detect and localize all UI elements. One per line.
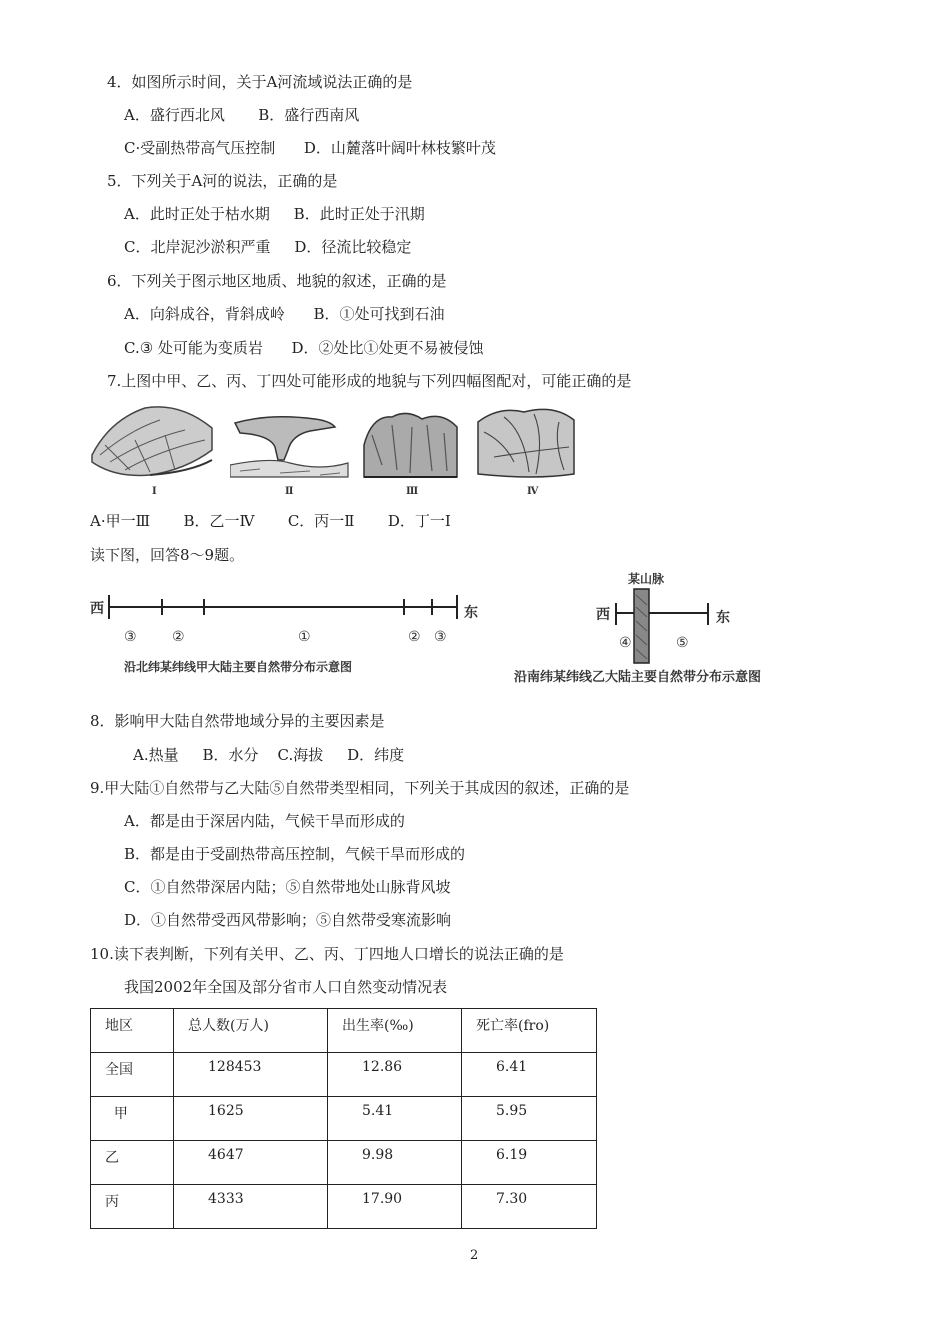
diagram-b-west-label: 西 [596, 607, 610, 623]
table-header: 出生率(‰) [328, 1009, 462, 1053]
diagram-a-zone: ② [408, 629, 421, 645]
table-cell: 17.90 [328, 1185, 462, 1229]
landform-sketch-3 [362, 405, 460, 483]
table-cell: 6.41 [462, 1053, 597, 1097]
q5-options-1: A．此时正处于枯水期 B．此时正处于汛期 [124, 205, 425, 223]
diagram-a-zone: ③ [434, 629, 447, 645]
q9-option-d: D．①自然带受西风带影响；⑤自然带受寒流影响 [124, 911, 452, 929]
diagram-a-transect [105, 592, 460, 622]
table-header: 死亡率(fro) [462, 1009, 597, 1053]
diagram-b-transect [612, 585, 712, 675]
sketch-label-4: Ⅳ [527, 486, 539, 497]
page-number: 2 [470, 1248, 479, 1263]
table-cell: 5.41 [328, 1097, 462, 1141]
landform-sketch-1 [90, 400, 215, 482]
diagram-b-east-label: 东 [716, 610, 730, 626]
table-cell: 全国 [91, 1053, 174, 1097]
sketch-label-1: Ⅰ [152, 486, 157, 497]
table-row [91, 1141, 597, 1185]
q4-stem: 4．如图所示时间，关于A河流域说法正确的是 [107, 73, 413, 91]
table-cell: 5.95 [462, 1097, 597, 1141]
q10-stem: 10.读下表判断，下列有关甲、乙、丙、丁四地人口增长的说法正确的是 [90, 945, 564, 963]
table-row [91, 1097, 597, 1141]
read-prompt: 读下图，回答8～9题。 [90, 546, 245, 564]
q6-options-2: C.③ 处可能为变质岩 D．②处比①处更不易被侵蚀 [124, 339, 484, 357]
landform-sketch-2 [230, 405, 350, 483]
table-cell: 12.86 [328, 1053, 462, 1097]
q4-options-2: C·受副热带高气压控制 D．山麓落叶阔叶林枝繁叶茂 [124, 139, 496, 157]
diagram-a-zone: ③ [124, 629, 137, 645]
table-title: 我国2002年全国及部分省市人口自然变动情况表 [124, 978, 448, 996]
q5-stem: 5．下列关于A河的说法，正确的是 [107, 172, 338, 190]
diagram-a-west-label: 西 [90, 601, 104, 617]
diagram-a-zone: ② [172, 629, 185, 645]
table-cell: 甲 [91, 1097, 174, 1141]
table-cell: 4333 [174, 1185, 328, 1229]
q5-options-2: C．北岸泥沙淤积严重 D．径流比较稳定 [124, 238, 412, 256]
sketch-label-3: Ⅲ [406, 486, 419, 497]
table-row [91, 1053, 597, 1097]
diagram-a-east-label: 东 [464, 605, 478, 621]
q9-stem: 9.甲大陆①自然带与乙大陆⑤自然带类型相同，下列关于其成因的叙述，正确的是 [90, 779, 630, 797]
table-cell: 7.30 [462, 1185, 597, 1229]
q9-option-b: B．都是由于受副热带高压控制，气候干旱而形成的 [124, 845, 466, 863]
q4-options-1: A．盛行西北风 B．盛行西南风 [124, 106, 360, 124]
table-cell: 乙 [91, 1141, 174, 1185]
diagram-b-zone: ⑤ [676, 635, 689, 651]
q8-stem: 8．影响甲大陆自然带地域分异的主要因素是 [90, 712, 385, 730]
landform-sketch-4 [474, 402, 579, 482]
q7-options: A·甲一Ⅲ B．乙一Ⅳ C．丙一Ⅱ D．丁一Ⅰ [90, 512, 451, 530]
table-cell: 128453 [174, 1053, 328, 1097]
diagram-a-zone: ① [298, 629, 311, 645]
table-cell: 丙 [91, 1185, 174, 1229]
table-header: 总人数(万人) [174, 1009, 328, 1053]
table-cell: 1625 [174, 1097, 328, 1141]
table-cell: 6.19 [462, 1141, 597, 1185]
diagram-b-mountain-label: 某山脉 [628, 572, 665, 586]
table-header: 地区 [91, 1009, 174, 1053]
q6-options-1: A．向斜成谷，背斜成岭 B．①处可找到石油 [124, 305, 445, 323]
table-cell: 9.98 [328, 1141, 462, 1185]
diagram-b-zone: ④ [619, 635, 632, 651]
q9-option-a: A．都是由于深居内陆，气候干旱而形成的 [124, 812, 405, 830]
q6-stem: 6．下列关于图示地区地质、地貌的叙述，正确的是 [107, 272, 447, 290]
table-cell: 4647 [174, 1141, 328, 1185]
table-header-row [91, 1009, 597, 1053]
q9-option-c: C．①自然带深居内陆；⑤自然带地处山脉背风坡 [124, 878, 451, 896]
diagram-b-caption: 沿南纬某纬线乙大陆主要自然带分布示意图 [514, 669, 762, 684]
sketch-label-2: Ⅱ [285, 486, 294, 497]
diagram-a-caption: 沿北纬某纬线甲大陆主要自然带分布示意图 [124, 660, 353, 674]
q8-options: A.热量 B．水分 C.海拔 D．纬度 [133, 746, 405, 764]
population-table [90, 1008, 597, 1229]
q7-stem: 7.上图中甲、乙、丙、丁四处可能形成的地貌与下列四幅图配对，可能正确的是 [107, 372, 632, 390]
table-row [91, 1185, 597, 1229]
